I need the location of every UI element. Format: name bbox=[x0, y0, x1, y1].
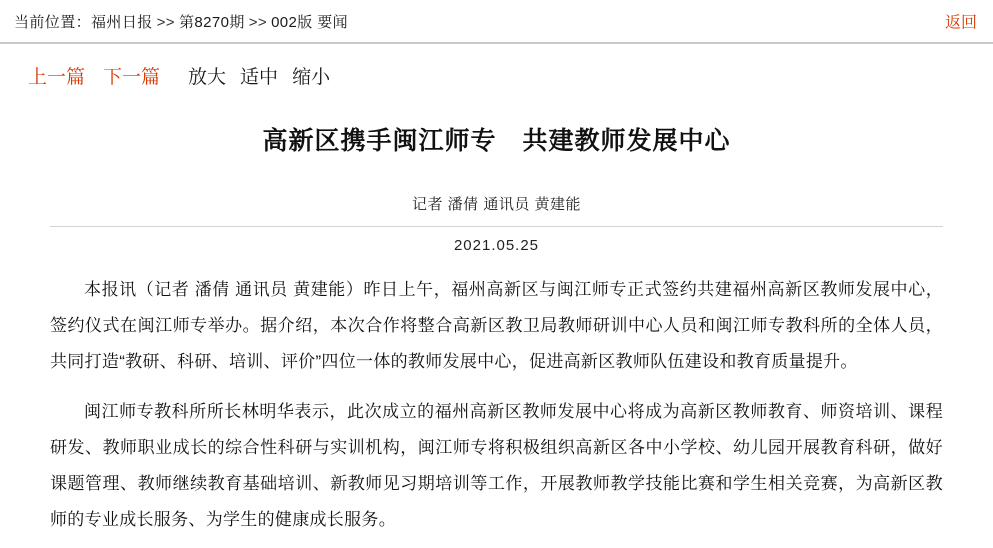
article-toolbar bbox=[0, 44, 993, 93]
zoom-out-button[interactable]: 缩小 bbox=[292, 67, 331, 88]
article-date-divider bbox=[50, 226, 943, 254]
breadcrumb bbox=[14, 11, 348, 32]
article-container bbox=[0, 121, 993, 538]
article-headline: 高新区携手闽江师专 共建教师发展中心 bbox=[262, 127, 731, 155]
article-byline: 记者 潘倩 通讯员 黄建能 bbox=[411, 196, 581, 213]
article-body bbox=[50, 272, 943, 538]
prev-article-link[interactable]: 上一篇 bbox=[28, 67, 86, 88]
article-publish-date: 2021.05.25 bbox=[453, 237, 540, 254]
breadcrumb-separator: >> bbox=[156, 13, 175, 31]
next-article-link[interactable]: 下一篇 bbox=[103, 67, 161, 88]
breadcrumb-label: 当前位置： bbox=[14, 13, 92, 31]
article-paragraph: 本报讯（记者 潘倩 通讯员 黄建能）昨日上午，福州高新区与闽江师专正式签约共建福州高新区教师发展中心，签约仪式在闽江师专举办。据介绍，本次合作将整合高新区教卫局教师研训中心人员和闽江师专教科所的全体人员，共同打造“教研、科研、培训、评价”四位一体的教师发展中心，促进高新区教师队伍建设和教育质量提升。 bbox=[50, 280, 943, 371]
back-button[interactable]: 返回 bbox=[944, 14, 977, 32]
breadcrumb-separator: >> bbox=[248, 13, 268, 31]
zoom-reset-button[interactable]: 适中 bbox=[240, 67, 279, 88]
zoom-in-button[interactable]: 放大 bbox=[188, 67, 227, 88]
breadcrumb-item-page[interactable]: 002版 要闻 bbox=[271, 13, 349, 31]
breadcrumb-bar bbox=[0, 0, 993, 44]
breadcrumb-item-issue[interactable]: 第8270期 bbox=[178, 13, 245, 31]
article-paragraph: 闽江师专教科所所长林明华表示，此次成立的福州高新区教师发展中心将成为高新区教师教育、师资培训、课程研发、教师职业成长的综合性科研与实训机构，闽江师专将积极组织高新区各中小学校、幼儿园开展教育科研，做好课题管理、教师继续教育基础培训、新教师见习期培训等工作，开展教师教学技能比赛和学生相关竞赛，为高新区教师的专业成长服务、为学生的健康成长服务。 bbox=[50, 402, 943, 529]
breadcrumb-item-paper[interactable]: 福州日报 bbox=[91, 13, 153, 31]
